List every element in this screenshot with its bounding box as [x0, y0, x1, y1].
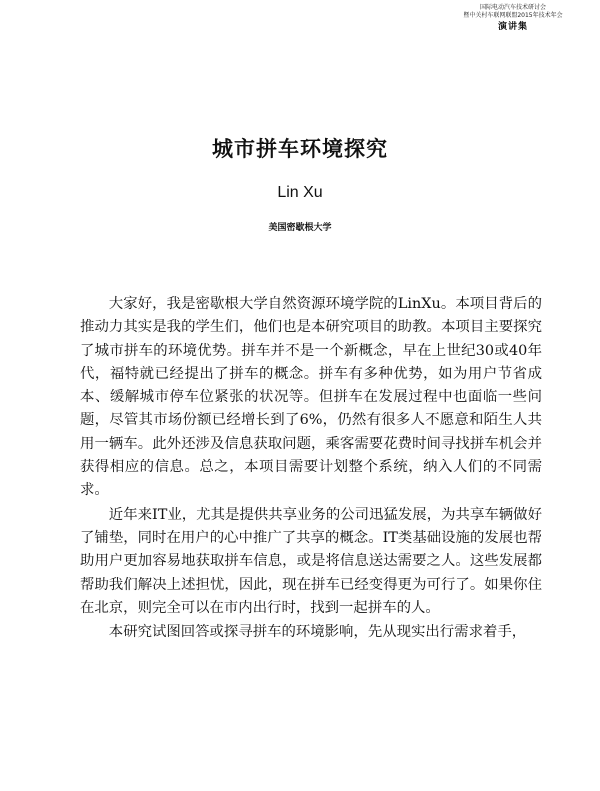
article-title: 城市拼车环境探究: [212, 137, 388, 161]
header-proceedings-label: 演讲集: [497, 22, 528, 32]
author-affiliation: 美国密歇根大学: [268, 223, 332, 233]
header-conference-line: 国际电动汽车技术研讨会: [479, 4, 546, 11]
article-body: [80, 293, 542, 645]
body-paragraph: 大家好，我是密歇根大学自然资源环境学院的LinXu。本项目背后的推动力其实是我的学生们，他们也是本研究项目的助教。本项目主要探究了城市拼车的环境优势。拼车并不是一个新概念，早在上世纪30或40年代，福特就已经提出了拼车的概念。拼车有多种优势，如为用户节省成本、缓解城市停车位紧张的状况等。但拼车在发展过程中也面临一些问题，尽管其市场份额已经增长到了6%，仍然有很多人不愿意和陌生人共用一辆车。此外还涉及信息获取问题，乘客需要花费时间寻找拼车机会并获得相应的信息。总之，本项目需要计划整个系统，纳入人们的不同需求。: [80, 296, 542, 499]
header-annual-meeting-line: 暨中关村车联网联盟2015年技术年会: [463, 12, 563, 19]
running-header: [438, 4, 588, 34]
body-paragraph: 本研究试图回答或探寻拼车的环境影响，先从现实出行需求着手，: [108, 624, 527, 641]
body-paragraph: 近年来IT业，尤其是提供共享业务的公司迅猛发展，为共享车辆做好了铺垫，同时在用户的心中推广了共享的概念。IT类基础设施的发展也帮助用户更加容易地获取拼车信息，或是将信息送达需要之人。这些发展都帮助我们解决上述担忧，因此，现在拼车已经变得更为可行了。如果你住在北京，则完全可以在市内出行时，找到一起拼车的人。: [80, 506, 542, 616]
author-name: Lin Xu: [277, 184, 323, 201]
